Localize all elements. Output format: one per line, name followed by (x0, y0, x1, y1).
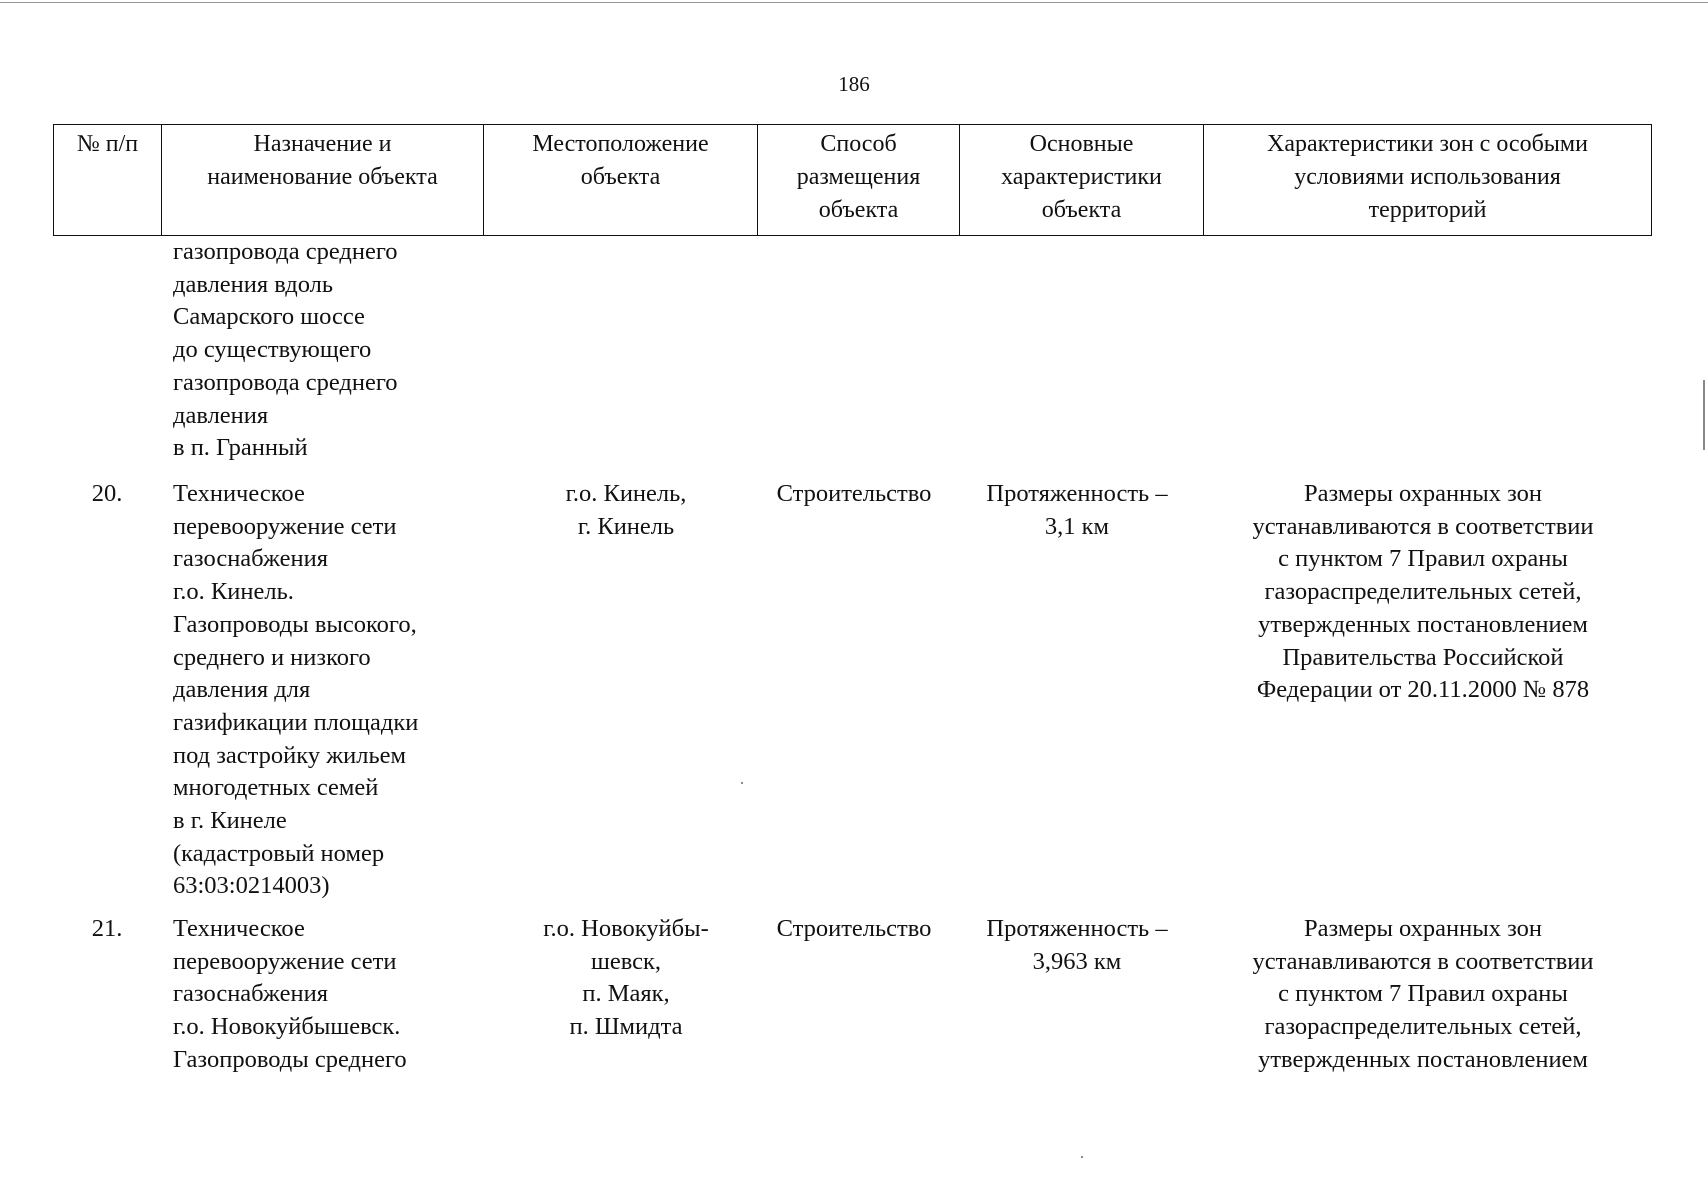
row-object-name: Техническое перевооружение сети газоснабжения г.о. Кинель. Газопроводы высокого, среднего и низкого давления для газификации площадки под застройку жильем многодетных семей в г. Кинеле (кадастровый номер 63:03:0214003) (173, 480, 419, 900)
scan-speck (1081, 1156, 1083, 1158)
scan-edge-mark (1703, 380, 1705, 450)
row-object-name: Техническое перевооружение сети газоснабжения г.о. Новокуйбышевск. Газопроводы среднего (173, 915, 407, 1073)
row-placement-method: Строительство (776, 915, 932, 942)
header-zone-characteristics: Характеристики зон с особыми условиями использования территорий (1204, 125, 1652, 236)
page-number: 186 (838, 72, 870, 96)
scan-top-edge (0, 2, 1708, 3)
row-location: г.о. Кинель, г. Кинель (565, 480, 687, 540)
row-zone-characteristics: Размеры охранных зон устанавливаются в соответствии с пунктом 7 Правил охраны газораспределительных сетей, утвержденных постановлением Правительства Российской Федерации от 20.11.2000 № 878 (1252, 480, 1594, 704)
row-main-characteristics: Протяженность – 3,963 км (986, 915, 1168, 975)
continuation-object-name: газопровода среднего давления вдоль Самарского шоссе до существующего газопровода среднего давления в п. Гранный (173, 238, 398, 462)
row-location: г.о. Новокуйбы- шевск, п. Маяк, п. Шмидта (543, 915, 709, 1041)
header-object-name: Назначение и наименование объекта (162, 125, 484, 236)
row-main-characteristics: Протяженность – 3,1 км (986, 480, 1168, 540)
header-location: Местоположение объекта (484, 125, 758, 236)
header-number: № п/п (54, 125, 162, 236)
header-main-characteristics: Основные характеристики объекта (960, 125, 1204, 236)
row-placement-method: Строительство (776, 480, 932, 507)
row-number: 20. (91, 480, 123, 507)
row-number: 21. (91, 915, 123, 942)
header-placement-method: Способ размещения объекта (758, 125, 960, 236)
row-zone-characteristics: Размеры охранных зон устанавливаются в соответствии с пунктом 7 Правил охраны газораспределительных сетей, утвержденных постановлением (1252, 915, 1594, 1073)
scan-speck (741, 782, 743, 784)
table-header (53, 124, 1652, 236)
